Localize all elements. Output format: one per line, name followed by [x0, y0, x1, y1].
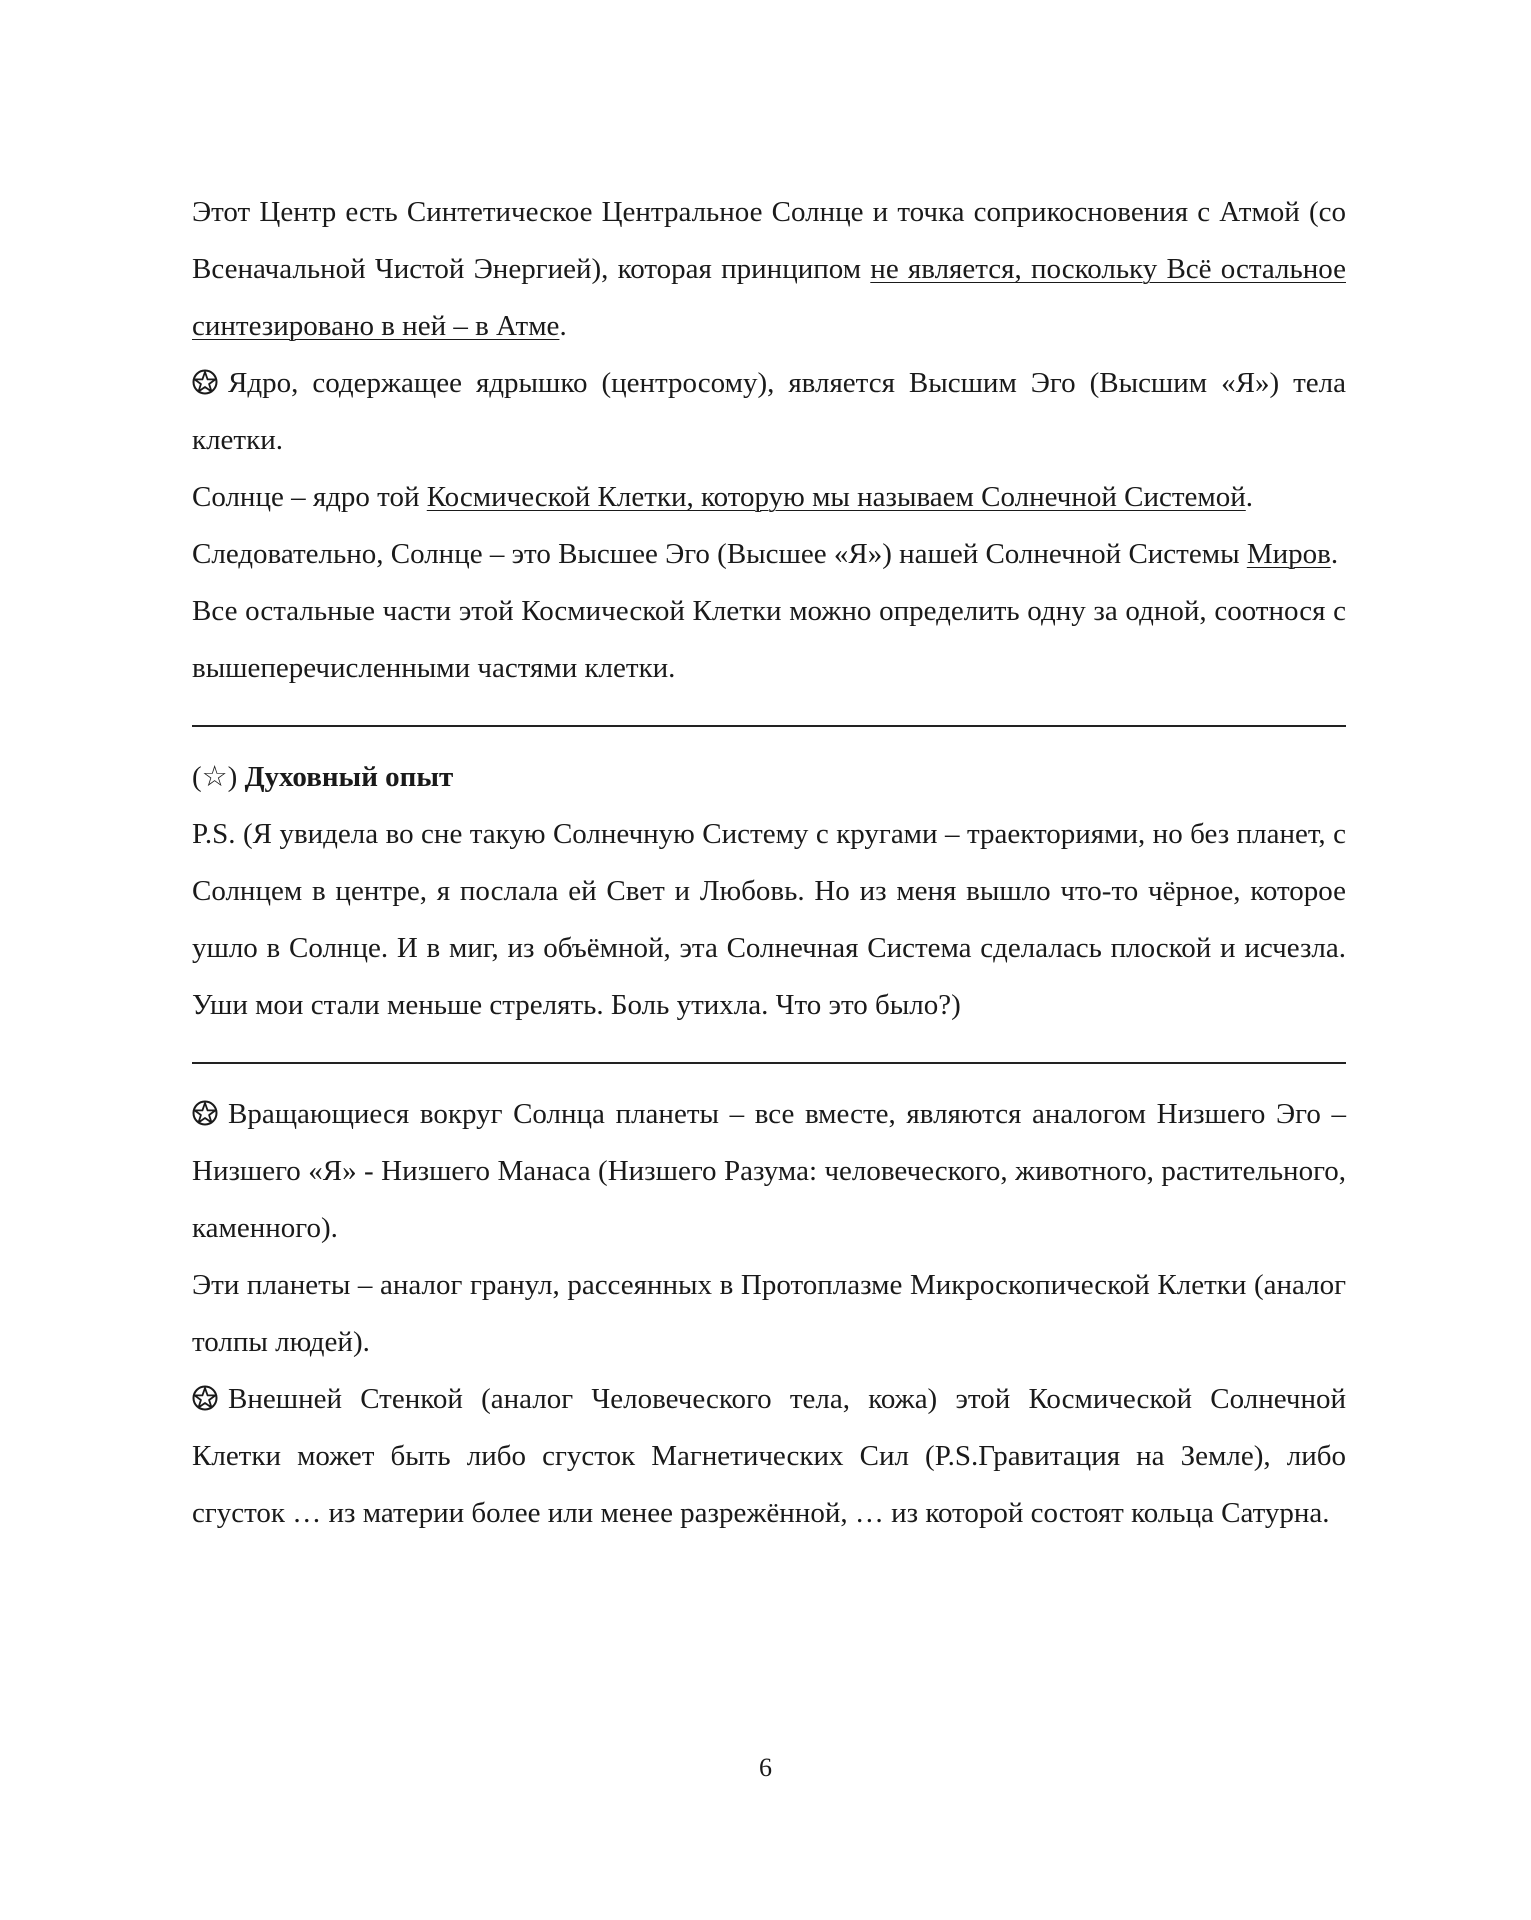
paragraph-text: Вращающиеся вокруг Солнца планеты – все вместе, являются аналогом Низшего Эго – Низшего «Я» - Низшего Манаса (Низшего Разума: человеческого, животного, растительного, каменного).	[192, 1098, 1346, 1244]
paragraph-outer-wall	[192, 1371, 1346, 1542]
underlined-text: не является, поскольку Всё остальное синтезировано в ней – в Атме	[192, 253, 1346, 342]
divider-line	[192, 1062, 1346, 1064]
paragraph-text: Этот Центр есть Синтетическое Центральное Солнце и точка соприкосновения с Атмой (со Всеначальной Чистой Энергией), которая принципом	[192, 196, 1346, 285]
divider-line	[192, 725, 1346, 727]
paragraph-sun-nucleus	[192, 469, 1346, 526]
paragraph-center	[192, 184, 1346, 355]
underlined-text: Миров	[1246, 538, 1331, 570]
paragraph-higher-ego	[192, 526, 1346, 583]
underlined-text: Космической Клетки, которую мы называем Солнечной Системой	[426, 481, 1246, 513]
paragraph-text: Все остальные части этой Космической Клетки можно определить одну за одной, соотнося с вышеперечисленными частями клетки.	[192, 595, 1346, 684]
section-heading	[192, 749, 1346, 806]
paragraph-text: Следовательно, Солнце – это Высшее Эго (Высшее «Я») нашей Солнечной Системы	[192, 538, 1247, 570]
paragraph-dream	[192, 806, 1346, 1034]
paragraph-other-parts	[192, 583, 1346, 697]
page-number: 6	[759, 1753, 772, 1782]
paragraph-nucleus	[192, 355, 1346, 469]
pentacle-icon	[192, 1100, 218, 1126]
paragraph-text: Ядро, содержащее ядрышко (центросому), является Высшим Эго (Высшим «Я») тела клетки.	[192, 367, 1346, 456]
paragraph-text: Солнце – ядро той	[192, 481, 427, 513]
pentacle-icon	[192, 369, 218, 395]
punctuation: .	[1330, 538, 1339, 570]
paragraph-text: P.S. (Я увидела во сне такую Солнечную Систему с кругами – траекториями, но без планет, с Солнцем в центре, я послала ей Свет и Любовь. Но из меня вышло что-то чёрное, которое ушло в Солнце. И в миг, из объёмной, эта Солнечная Система сделалась плоской и исчезла. Уши мои стали меньше стрелять. Боль утихла. Что это было?)	[192, 818, 1346, 1021]
heading-title: Духовный опыт	[244, 761, 454, 793]
paragraph-text: Внешней Стенкой (аналог Человеческого тела, кожа) этой Космической Солнечной Клетки может быть либо сгусток Магнетических Сил (P.S.Гравитация на Земле), либо сгусток … из материи более или менее разрежённой, … из которой состоят кольца Сатурна.	[192, 1383, 1346, 1529]
punctuation: .	[1245, 481, 1254, 513]
page-body	[192, 184, 1346, 1542]
paragraph-text: Эти планеты – аналог гранул, рассеянных в Протоплазме Микроскопической Клетки (аналог толпы людей).	[192, 1269, 1346, 1358]
punctuation: .	[559, 310, 567, 342]
heading-prefix: (☆)	[192, 761, 238, 793]
pentacle-icon	[192, 1385, 218, 1411]
paragraph-granules	[192, 1257, 1346, 1371]
paragraph-planets	[192, 1086, 1346, 1257]
